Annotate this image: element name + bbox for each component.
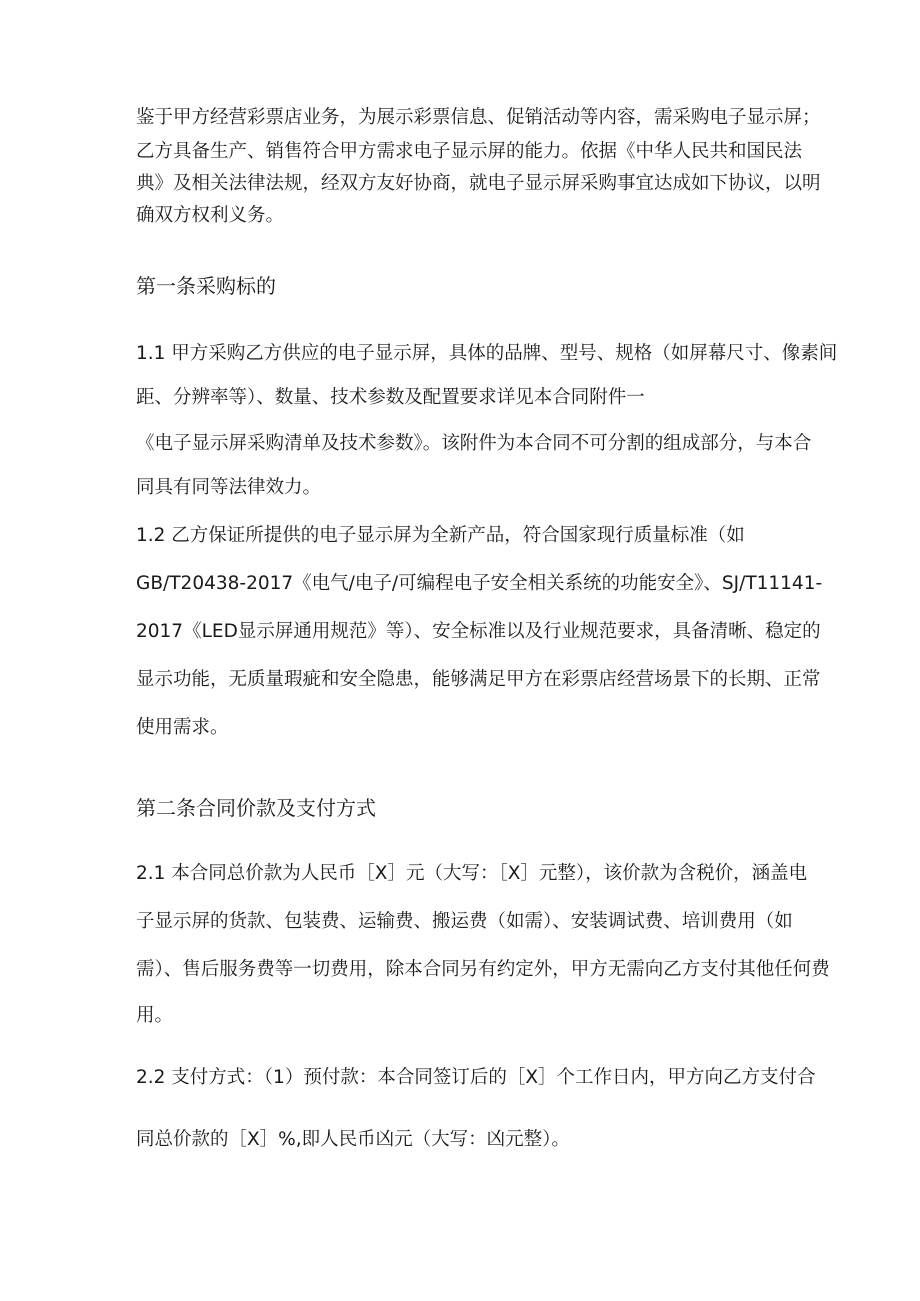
clause-1-2-line-4: 显示功能，无质量瑕疵和安全隐患，能够满足甲方在彩票店经营场景下的长期、正常 bbox=[136, 669, 821, 690]
clause-2-1-line-4: 用。 bbox=[136, 1005, 174, 1026]
intro-line-4: 确双方权利义务。 bbox=[136, 205, 285, 226]
clause-2-1-line-1: 2.1 本合同总价款为人民币［X］元（大写：［X］元整），该价款为含税价，涵盖电 bbox=[136, 863, 808, 884]
intro-line-2: 乙方具备生产、销售符合甲方需求电子显示屏的能力。依据《中华人民共和国民法 bbox=[136, 141, 803, 162]
article-1-title: 第一条采购标的 bbox=[136, 274, 276, 298]
clause-1-1-line-1: 1.1 甲方采购乙方供应的电子显示屏，具体的品牌、型号、规格（如屏幕尺寸、像素间 bbox=[136, 343, 838, 364]
article-2-title: 第二条合同价款及支付方式 bbox=[136, 796, 376, 820]
clause-2-2-line-2: 同总价款的［X］%,即人民币凶元（大写：凶元整）。 bbox=[136, 1129, 570, 1150]
clause-1-2-line-1: 1.2 乙方保证所提供的电子显示屏为全新产品，符合国家现行质量标准（如 bbox=[136, 525, 745, 546]
clause-2-1-line-3: 需）、售后服务费等一切费用，除本合同另有约定外，甲方无需向乙方支付其他任何费 bbox=[136, 959, 830, 980]
clause-1-2-line-2: GB/T20438-2017《电气/电子/可编程电子安全相关系统的功能安全》、SJ/T11141- bbox=[136, 573, 823, 594]
intro-line-3: 典》及相关法律法规，经双方友好协商，就电子显示屏采购事宜达成如下协议，以明 bbox=[136, 173, 821, 194]
clause-1-1-line-4: 同具有同等法律效力。 bbox=[136, 477, 322, 498]
clause-1-1-line-2: 距、分辨率等）、数量、技术参数及配置要求详见本合同附件一 bbox=[136, 387, 645, 408]
clause-1-2-line-5: 使用需求。 bbox=[136, 717, 229, 738]
clause-2-1-line-2: 子显示屏的货款、包装费、运输费、搬运费（如需）、安装调试费、培训费用（如 bbox=[136, 911, 793, 932]
clause-2-2-line-1: 2.2 支付方式：（1）预付款：本合同签订后的［X］个工作日内，甲方向乙方支付合 bbox=[136, 1067, 816, 1088]
intro-line-1: 鉴于甲方经营彩票店业务，为展示彩票信息、促销活动等内容，需采购电子显示屏； bbox=[136, 107, 821, 128]
clause-1-1-line-3: 《电子显示屏采购清单及技术参数》。该附件为本合同不可分割的组成部分，与本合 bbox=[136, 433, 812, 454]
clause-1-2-line-3: 2017《LED显示屏通用规范》等）、安全标准以及行业规范要求，具备清晰、稳定的 bbox=[136, 621, 821, 642]
